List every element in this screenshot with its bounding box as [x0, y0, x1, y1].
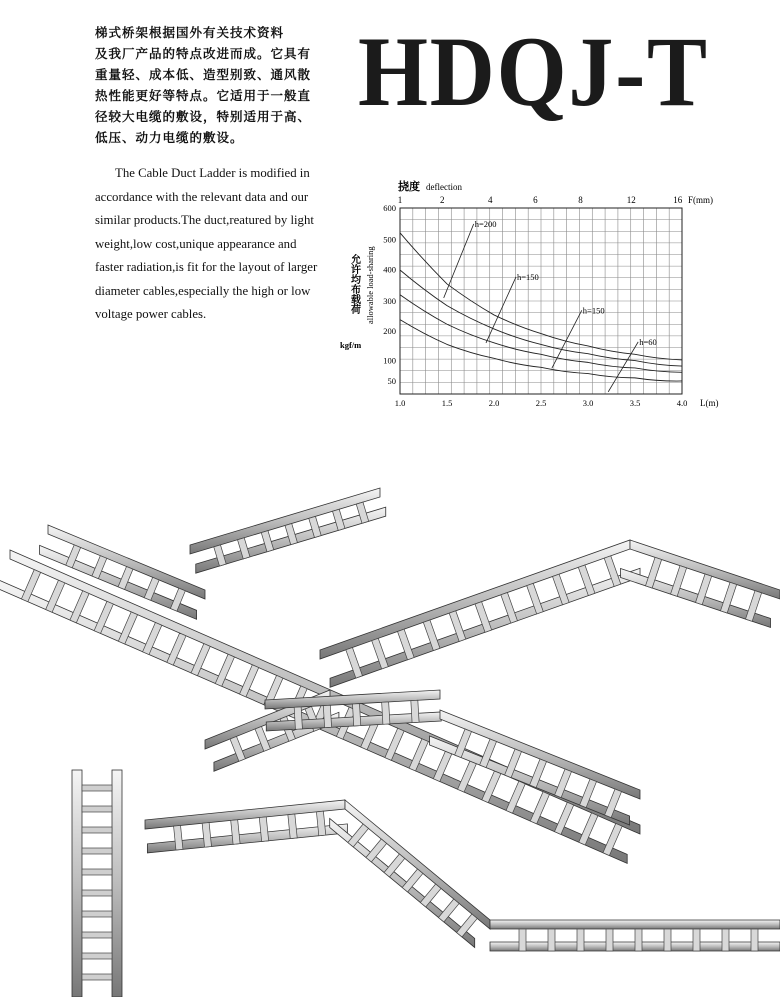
side-rail — [112, 770, 122, 997]
english-description — [95, 162, 318, 327]
rung — [606, 929, 613, 951]
rung — [519, 929, 526, 951]
chinese-description — [95, 22, 325, 148]
ladder-right-rise — [320, 540, 640, 687]
y-axis-tick: 200 — [383, 325, 396, 336]
english-line: diameter cables,especially the high or low — [95, 283, 311, 298]
chinese-line: 梯式桥架根据国外有关技术资料 — [95, 25, 285, 40]
y-label-en: allowable load-sharing — [365, 246, 375, 324]
rung — [693, 929, 700, 951]
ladder-vertical — [72, 770, 122, 997]
series-label: h=60 — [639, 336, 657, 347]
series-label: h=150 — [517, 271, 539, 282]
ladder-bottom-top — [145, 800, 347, 853]
top-axis-tick: 1 — [397, 195, 403, 205]
chart-ticks — [383, 195, 687, 408]
y-axis-tick: 600 — [383, 203, 396, 213]
cable-ladder-illustration — [0, 440, 780, 997]
chinese-line: 热性能更好等特点。它适用于一般直 — [95, 88, 312, 103]
side-rail — [320, 540, 630, 659]
chinese-line: 径较大电缆的敷设，特别适用于高、 — [95, 109, 312, 124]
ladder-top-branch — [190, 488, 386, 573]
top-axis-tick: 8 — [578, 195, 583, 205]
rung — [411, 700, 419, 722]
top-axis-tick: 4 — [487, 195, 493, 205]
rung — [382, 702, 390, 724]
chinese-line: 低压、动力电缆的敷设。 — [95, 130, 244, 145]
model-title: HDQJ-T — [358, 16, 709, 127]
x-axis-tick: 3.5 — [629, 398, 641, 408]
top-axis-tick: 12 — [626, 195, 636, 205]
side-rail — [72, 770, 82, 997]
series-leader — [608, 342, 638, 392]
english-line: similar products.The duct,reatured by light — [95, 213, 314, 227]
ladder-assembly — [0, 488, 780, 997]
series-label: h=150 — [582, 305, 605, 316]
rung — [635, 929, 642, 951]
rung — [82, 932, 112, 938]
rung — [82, 806, 112, 812]
rung — [82, 953, 112, 959]
rung — [82, 974, 112, 980]
english-line: faster radiation,is fit for the layout of larger — [95, 260, 318, 274]
rung — [722, 929, 729, 951]
chinese-line: 重量轻、成本低、造型别致、通风散 — [95, 67, 312, 82]
ladder-bottom-drop — [330, 800, 490, 947]
y-axis-tick: 500 — [383, 234, 396, 245]
rung — [82, 827, 112, 833]
series-leader — [444, 224, 474, 298]
x-axis-label: L(m) — [700, 398, 719, 408]
x-axis-tick: 2.0 — [488, 398, 500, 408]
rung — [664, 929, 671, 951]
rung — [353, 704, 361, 726]
english-line: weight,low cost,unique appearance and — [95, 236, 297, 251]
rung — [577, 929, 584, 951]
top-axis-tick: 2 — [440, 195, 445, 205]
chart-title-en: deflection — [426, 182, 462, 192]
y-label-unit: kgf/m — [340, 340, 362, 350]
series-leader — [486, 277, 516, 343]
ladder-bottom-flat — [490, 920, 780, 951]
x-axis-tick: 4.0 — [676, 398, 688, 408]
rung — [82, 785, 112, 791]
rung — [323, 705, 331, 727]
side-rail — [345, 800, 490, 929]
load-deflection-chart — [340, 172, 730, 422]
chart-title-cn: 挠度 — [398, 181, 420, 193]
top-axis-tick: 6 — [533, 195, 538, 205]
rung — [294, 707, 302, 729]
english-line: The Cable Duct Ladder is modified in — [115, 166, 310, 180]
y-axis-tick: 50 — [387, 375, 396, 386]
x-axis-tick: 3.0 — [582, 398, 594, 408]
top-axis-unit: F(mm) — [688, 195, 714, 205]
rung — [82, 848, 112, 854]
side-rail — [490, 920, 780, 929]
x-axis-tick: 1.0 — [394, 398, 406, 408]
chart-grid — [400, 208, 682, 394]
y-axis-tick: 300 — [383, 296, 396, 306]
rung — [82, 890, 112, 896]
chart-labels — [340, 179, 719, 408]
top-axis-tick: 16 — [673, 195, 683, 205]
english-line: accordance with the relevant data and our — [95, 189, 309, 204]
ladder-lower-right — [430, 710, 640, 825]
x-axis-tick: 1.5 — [441, 398, 453, 408]
rung — [82, 911, 112, 917]
ladder-right-flat — [621, 540, 780, 627]
y-axis-tick: 100 — [383, 355, 396, 366]
rung — [548, 929, 555, 951]
side-rail — [145, 800, 345, 829]
x-axis-tick: 2.5 — [535, 398, 547, 408]
rung — [82, 869, 112, 875]
series-label: h=200 — [474, 218, 497, 229]
english-line: voltage power cables. — [95, 307, 207, 321]
y-axis-tick: 400 — [383, 264, 396, 275]
chinese-line: 及我厂产品的特点改进而成。它具有 — [95, 46, 312, 61]
rung — [751, 929, 758, 951]
y-label-cn: 允许均布载荷 — [348, 254, 360, 314]
